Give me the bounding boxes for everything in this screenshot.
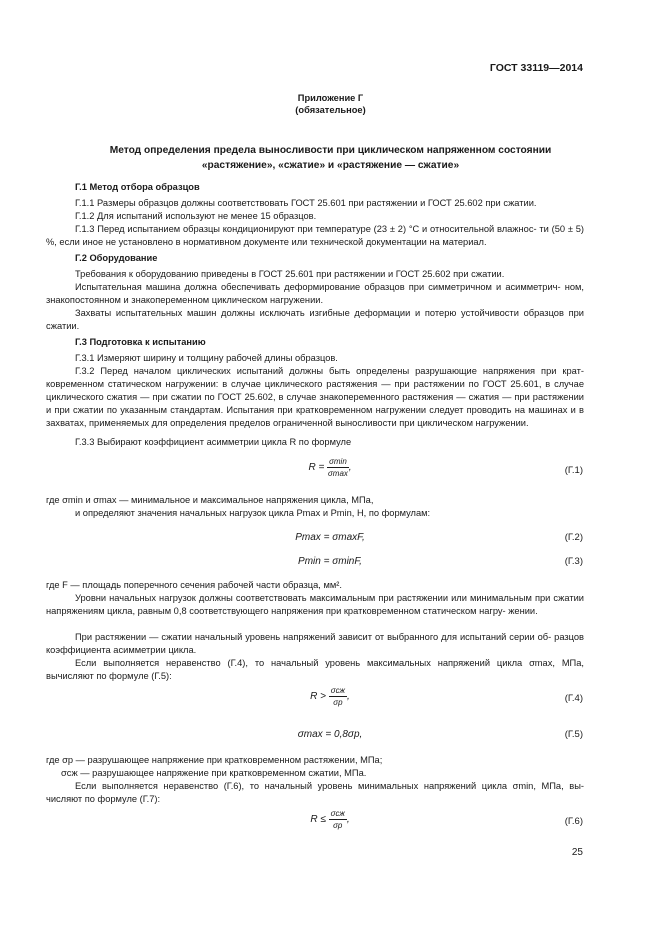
formula-number: (Г.4) [564, 693, 583, 704]
paragraph: и определяют значения начальных нагрузок цикла Pmax и Pmin, Н, по формулам: [75, 508, 431, 518]
formula-g5: σmax = 0,8σр, [297, 729, 363, 740]
formula-number: (Г.6) [564, 816, 583, 827]
formula-number: (Г.1) [564, 465, 583, 476]
section-heading-2: Г.2 Оборудование [75, 253, 158, 263]
appendix-title: Приложение Г [297, 93, 364, 103]
page-number: 25 [571, 847, 583, 858]
formula-number: (Г.3) [564, 556, 583, 567]
doc-title-line1: Метод определения предела выносливости при циклическом напряженном состоянии [109, 145, 552, 156]
doc-title-line2: «растяжение», «сжатие» и «растяжение — сжатие» [201, 160, 460, 171]
paragraph: Если выполняется неравенство (Г.6), то начальный уровень минимальных напряжений цикла σmin, МПа, вы- числяют по формуле (Г.7): [46, 781, 584, 804]
paragraph: Г.3.3 Выбирают коэффициент асимметрии цикла R по формуле [75, 437, 352, 447]
paragraph: Захваты испытательных машин должны исключать изгибные деформации и потерю устойчивости образцов при сжатии. [46, 308, 584, 331]
paragraph: При растяжении — сжатии начальный уровень напряжений зависит от выбранного для испытаний серии об- разцов коэффициента асимметрии цикла. [46, 632, 584, 655]
paragraph: Уровни начальных нагрузок должны соответствовать максимальным при растяжении или минимальным при сжатии напряжениям цикла, равным 0,8 соответствующего напряжения при кратковременном статическом нагру- жении. [46, 593, 584, 616]
paragraph: Если выполняется неравенство (Г.4), то начальный уровень максимальных напряжений цикла σmax, МПа, вычисляют по формуле (Г.5): [46, 658, 584, 681]
paragraph: σсж — разрушающее напряжение при кратковременном сжатии, МПа. [61, 768, 367, 778]
paragraph: Г.3.1 Измеряют ширину и толщину рабочей длины образцов. [75, 353, 338, 363]
formula-g2: Pmax = σmaxF, [295, 532, 365, 543]
paragraph: Г.3.2 Перед началом циклических испытаний должны быть определены разрушающие напряжения при крат- ковременном статическом нагружении: в случае циклического растяжения — при растяжении по ГОСТ 25.601, в случае циклического сжатия — при сжатии по ГОСТ 25.602, в случае знакопеременного растяжения — сжатия — при растяжении и при сжатии по указанным стандартам. Испытания при кратковременном нагружении следует проводить на машинах и в захватах, применяемых для определения пределов ограниченной выносливости при циклическом нагружении. [46, 366, 584, 428]
formula-g6: R ≤ $\frac{\text{σсж}}{\sigma р}$ , [310, 809, 350, 830]
paragraph: Г.1.1 Размеры образцов должны соответствовать ГОСТ 25.601 при растяжении и ГОСТ 25.602 при сжатии. [75, 198, 537, 208]
paragraph: Г.1.3 Перед испытанием образцы кондиционируют при температуре (23 ± 2) °С и относительной влажнос- ти (50 ± 5) %, если иное не установлено в нормативном документе или технической документации на материал. [46, 224, 584, 247]
paragraph: Г.1.2 Для испытаний используют не менее 15 образцов. [75, 211, 317, 221]
section-heading-3: Г.3 Подготовка к испытанию [75, 337, 206, 347]
formula-g1: R = $\frac{\sigma\min}{\sigma\max}$ , [308, 457, 352, 478]
appendix-status: (обязательное) [295, 105, 366, 115]
formula-g4: R > $\frac{\text{σсж}}{\sigma р}$ , [310, 686, 350, 707]
formula-number: (Г.5) [564, 729, 583, 740]
formula-g3: Pmin = σminF, [298, 556, 362, 567]
paragraph: где F — площадь поперечного сечения рабочей части образца, мм². [46, 580, 342, 590]
standard-header: ГОСТ 33119—2014 [489, 62, 583, 74]
paragraph: Требования к оборудованию приведены в ГОСТ 25.601 при растяжении и ГОСТ 25.602 при сжатии. [75, 269, 505, 279]
paragraph: где σmin и σmax — минимальное и максимальное напряжения цикла, МПа, [46, 495, 374, 505]
paragraph: Испытательная машина должна обеспечивать деформирование образцов при симметричном и асимметрич- ном, знакопостоянном и знакопеременном циклическом нагружении. [46, 282, 584, 305]
paragraph: где σр — разрушающее напряжение при кратковременном растяжении, МПа; [46, 755, 383, 765]
formula-number: (Г.2) [564, 532, 583, 543]
section-heading-1: Г.1 Метод отбора образцов [75, 182, 200, 192]
